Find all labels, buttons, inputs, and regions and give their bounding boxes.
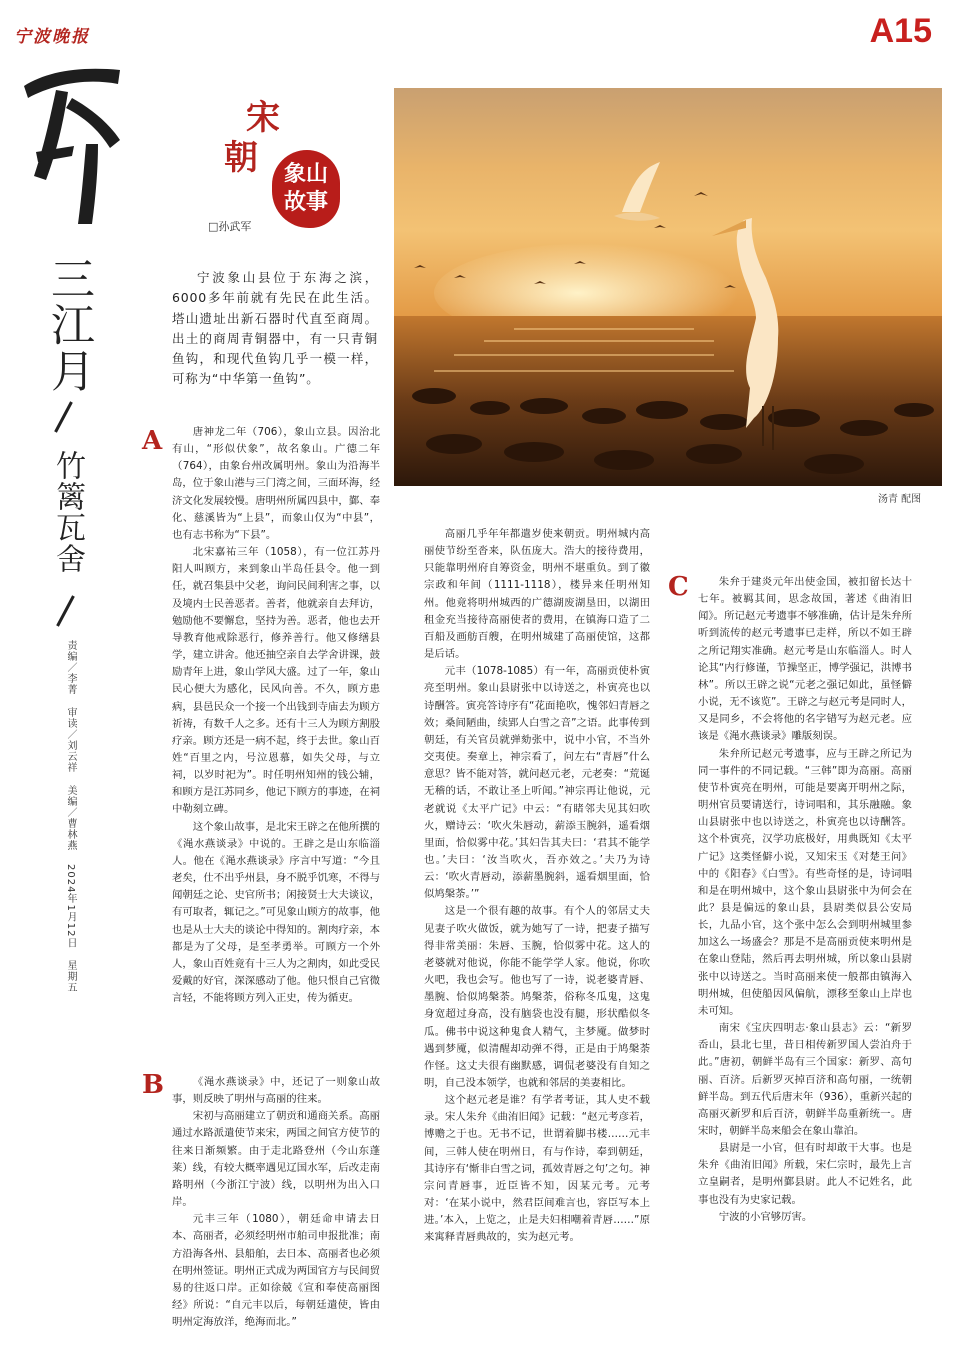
section-letter-b: B — [142, 1070, 164, 1100]
credit-date: 2024年1月12日 — [65, 863, 76, 949]
column-calligraphy-logo — [16, 48, 130, 228]
section-letter-c: C — [668, 572, 689, 602]
paragraph: 朱弁所记赵元考遗事，应与王辟之所记为同一事件的不同记载。“三韩”即为高丽。高丽使节朴寅亮在明州，可能是要离开明州之际，明州官员要请送行，诗词唱和，其乐融融。象山县尉张中也以诗送之，朴寅亮也以诗酬答。这个朴寅亮，汉学功底极好，用典既知《太平广记》这类怪僻小说，又知宋玉《对楚王问》中的《阳春》《白雪》。有些奇怪的是，诗词唱和是在明州城中，这个象山县尉张中为何会在此？县是偏远的象山县，县尉类似县公安局长，九品小官，这个张中怎么会到明州城里参加这么一场盛会？那是不是高丽贡使来明州是在象山登陆，然后再去明州城，所以象山县尉张中以诗送之。当时高丽来使一般都由镇海入明州城，但使船因风偏航，漂移至象山上岸也未可知。 — [698, 747, 912, 1017]
subtitle-slash — [56, 595, 75, 626]
intro-paragraph: 宁波象山县位于东海之滨，6000多年前就有先民在此生活。塔山遗址出新石器时代直至商周。出土的商周青铜器中，有一只青铜鱼钩，和现代鱼钩几乎一模一样，可称为“中华第一鱼钩”。 — [172, 270, 378, 387]
paragraph: 朱弁于建炎元年出使金国，被扣留长达十七年。被羁其间，思念故国，著述《曲洧旧闻》。所记赵元考遗事不够准确，估计是朱弁所听到流传的赵元考遗事已走样，所以不如王辟之所记翔实准确。赵元考是山东临淄人。时人论其“内行修谨，节操坚正，博学强记，洪博书林”。所以王辟之说“元老之强记如此，虽怪僻小说，无不该览”。王辟之与赵元考是同时人，又是同乡，不会将他的名字错写为赵元老。应该是《渑水燕谈录》雕版刻误。 — [698, 576, 912, 743]
article-intro — [172, 268, 378, 390]
article-title-line1: 宋 — [246, 98, 280, 138]
credit-editor: 责编／李菁 — [65, 640, 76, 695]
egret-sunset-photo — [394, 88, 942, 486]
credits — [64, 640, 77, 1001]
article-column-3 — [698, 574, 912, 1348]
title-seal-line2: 故事 — [283, 189, 328, 215]
credit-proofreader: 审读／刘云祥 — [65, 707, 76, 774]
title-seal-line1: 象山 — [283, 161, 328, 187]
credit-designer: 美编／曹林燕 — [65, 785, 76, 852]
paragraph: 宋初与高丽建立了朝贡和通商关系。高丽通过水路派遣使节来宋，两国之间官方使节的往来日渐频繁。由于走北路登州（今山东蓬莱）线，有较大概率遇见辽国水军，后改走南路明州（今浙江宁波）线，以明州为出入口岸。 — [172, 1110, 380, 1209]
article-column-1 — [172, 424, 380, 1044]
paragraph: 元丰三年（1080），朝廷命申请去日本、高丽者，必须经明州市舶司申报批准；南方沿海各州、县船舶，去日本、高丽者也必须在明州签证。明州正式成为两国官方与民间贸易的往返口岸。正如徐兢《宣和奉使高丽图经》所说：“自元丰以后，每朝廷遣使，皆由明州定海放洋，绝海而北。” — [172, 1213, 380, 1329]
paragraph: 南宋《宝庆四明志·象山县志》云：“新罗岙山，县北七里，昔日相传新罗国人尝泊舟于此。”唐初，朝鲜半岛有三个国家：新罗、高句丽、百济。后新罗灭掉百济和高句丽，一统朝鲜半岛。到五代后唐末年（936），重新兴起的高丽灭新罗和后百济，朝鲜半岛重新统一。唐宋时，朝鲜半岛来船会在象山靠泊。 — [698, 1022, 912, 1137]
masthead: 宁波晚报 — [14, 27, 90, 47]
title-slash — [54, 401, 73, 432]
paragraph: 县尉是一小官，但有时却敢干大事。也是朱弁《曲洧旧闻》所载，宋仁宗时，最先上言立皇嗣者，是明州鄞县尉。此人不记姓名，此事也没有为史家记载。 — [698, 1142, 912, 1206]
paragraph: 这是一个很有趣的故事。有个人的邻居丈夫见妻子吹火做饭，就为她写了一诗，把妻子描写得非常美丽：朱唇、玉腕，恰似雾中花。这人的老婆就对他说，你能不能学学人家。他说，你吹火吧，我也会写。他也写了一诗，说老婆青唇、墨腕、恰似鸠槃荼。鸠槃荼，俗称冬瓜鬼，这鬼身宽超过身高，没有脑袋也没有腿，形状酷似冬瓜。佛书中说这种鬼食人精气，主梦魇。做梦时遇到梦魇，似清醒却动弹不得，正是由于鸠槃荼作怪。这丈夫很有幽默感，调侃老婆没有自知之明，自己没本领学，也就和邻居的美妻相比。 — [424, 905, 650, 1089]
paragraph: 元丰（1078-1085）有一年，高丽贡使朴寅亮至明州。象山县尉张中以诗送之，朴寅亮也以诗酬答。寅亮答诗序有“花面艳吹，愧邻妇青唇之效；桑间陋曲，续郢人白雪之音”之语。此事传到朝廷，有关官员就弹劾张中，说中小官，不当外交夷使。奏章上，神宗看了，问左右“青唇”什么意思？皆不能对答，就问赵元老，元老奏：“荒诞无稽的话，不敢让圣上听闻。”神宗再让他说，元老就说《太平广记》中云：“有睹邻夫见其妇吹火，赠诗云：‘吹火朱唇动，薪添玉腕斜，遥看烟里面，恰似雾中花。’其妇告其夫曰：‘君其不能学也。’夫曰：‘汝当吹火，吾亦效之。’夫乃为诗云：‘吹火青唇动，添薪墨腕斜，遥看烟里面，恰似鸠槃荼。’” — [424, 665, 650, 901]
paragraph: 高丽几乎年年都遣岁使来朝贡。明州城内高丽使节纷至沓来，队伍庞大。浩大的接待费用，只能靠明州府自筹资金，明州不堪重负。到了徽宗政和年间（1111-1118），楼异来任明州知州。他竟将明州城西的广德湖废湖垦田，以湖田租金充当接待高丽使者的费用，在镇海口造了二百船及画舫百艘，在明州城建了高丽使馆，这都是后话。 — [424, 528, 650, 661]
article-column-2 — [424, 526, 650, 1348]
photo-credit: 汤青 配图 — [878, 494, 922, 505]
page-number: A15 — [869, 12, 932, 50]
paragraph: 《渑水燕谈录》中，还记了一则象山故事，则反映了明州与高丽的往来。 — [172, 1076, 380, 1106]
paragraph: 这个赵元老是谁？有学者考证，其人史不载录。宋人朱弁《曲洧旧闻》记载：“赵元考彦若，博赡之于也。无书不记，世谓着脚书楼……元丰间，三韩人使在明州日，有与作诗，奉到朝廷，其诗序有‘惭非白雪之词，孤效青唇之句’之句。神宗问青唇事，近臣皆不知，因某元考。元考对：‘在某小说中，然君臣间难言也，容臣写本上进。’本入，上览之，止是夫妇相嘲着青唇……”原来寓释青唇典故的，实为赵元考。 — [424, 1094, 650, 1244]
paragraph: 这个象山故事，是北宋王辟之在他所撰的《渑水燕谈录》中说的。王辟之是山东临淄人。他在《渑水燕谈录》序言中写道：“今且老矣，仕不出乎州县，身不脱乎饥寒，不得与闻朝廷之论、史官所书；闲接贤士大夫谈议，有可取者，辄记之。”可见象山顾方的故事，他也是从士大夫的谈论中得知的。割肉疗亲，本都是为了父母，是至孝勇举。可顾方一个外人，象山百姓竟有十三人为之割肉，如此受民爱戴的好官，深深感动了他。他只恨自己官微言轻，不能将顾方列入正史，传为循吏。 — [172, 820, 380, 1005]
article-author: □孙武军 — [208, 220, 252, 233]
paragraph: 北宋嘉祐三年（1058），有一位江苏丹阳人叫顾方，来到象山半岛任县令。他一到任，就召集县中父老，询问民间利害之事，以及境内士民善恶者。善者，他就亲自去拜访，勉励他不要懈怠，坚持为善。恶者，他也去开导教育他戒除恶行，修养善行。他又修缮县学，建立讲舍。他还抽空亲自去学舍讲课，鼓励青年上进，象山学风大盛。过了一年，象山民心便大为感化，民风向善。不久，顾方患病，县邑民众一个接一个出钱到寺庙去为顾方祈祷，有数千人之多。还有十三人为顾方割股疗亲。顾方还是一病不起，终于去世。象山百姓“百里之内，号泣恩慕，如失父母，与立祠，以岁时祀为”。时任明州知州的钱公辅，和顾方是江苏同乡，他记下顾方的事迹，在祠中勒刻立碑。 — [172, 546, 380, 816]
column-subtitle: 竹篱瓦舍 — [50, 450, 85, 574]
column-title: 三江月 — [43, 256, 94, 394]
article-title-line2: 朝 — [224, 138, 258, 178]
paragraph: 宁波的小官够厉害。 — [718, 1210, 813, 1223]
title-seal — [272, 150, 340, 228]
credit-weekday: 星期五 — [65, 960, 76, 994]
paragraph: 唐神龙二年（706），象山立县。因治北有山，“形似伏象”，故名象山。广德二年（764），由象台州改属明州。象山为沿海半岛，位于象山港与三门湾之间，三面环海，经济文化发展较慢。唐明州所属四县中，鄞、奉化、慈溪皆为“上县”，而象山仅为“中县”，也有志书称为“下县”。 — [172, 426, 380, 541]
section-letter-a: A — [142, 426, 163, 456]
article-column-1-lower — [172, 1074, 380, 1346]
